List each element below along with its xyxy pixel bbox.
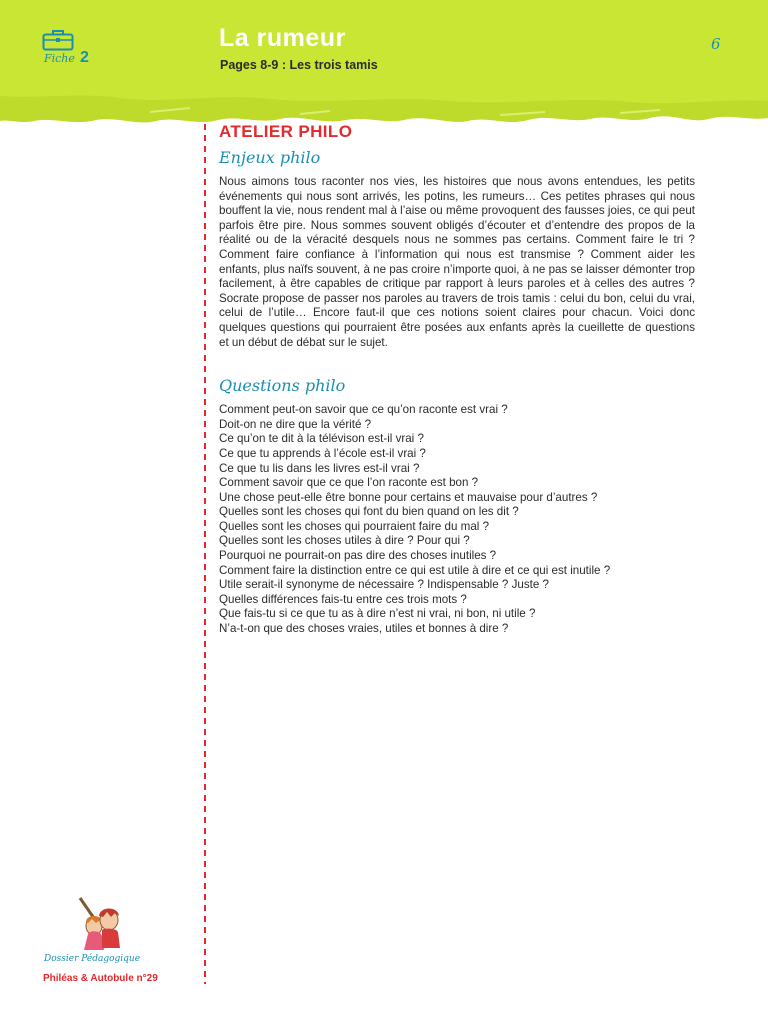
enjeux-paragraph: Nous aimons tous raconter nos vies, les histoires que nous avons entendues, les petits événements qui nous sont arrivés, les potins, les rumeurs… Ces petites phrases qui nous bouffent la vie, nous rendent mal à l’aise ou même provoquent des fausses joies, ce qui peut parfois être pire. Nous sommes souvent obligés d’écouter et d’entendre des propos de la réalité ou de la véracité desquels nous ne sommes pas certains. Comment faire le tri ? Comment faire confiance à l’information qui nous est transmise ? Comment aider les enfants, plus naïfs souvent, à ne pas croire n’importe quoi, à ne pas se laisser démonter trop facilement, à être capables de critique par rapport à leurs paroles et à celles des autres ? Socrate propose de passer nos paroles au travers de trois tamis : celui du bon, celui du vrai, celui de l’utile… Encore faut-il que ces notions soient claires pour chacun. Voici donc quelques questions qui pourraient être posées aux enfants après la cueillette de questions et un début de débat sur le sujet. [219,175,695,349]
question-item: Utile serait-il synonyme de nécessaire ? Indispensable ? Juste ? [219,578,549,592]
question-list [219,403,695,637]
enjeux-heading: Enjeux philo [219,148,321,167]
question-item: Quelles sont les choses qui font du bien quand on les dit ? [219,505,519,519]
question-item: Une chose peut-elle être bonne pour certains et mauvaise pour d’autres ? [219,490,598,504]
question-item: Comment faire la distinction entre ce qui est utile à dire et ce qui est inutile ? [219,563,611,577]
question-item: Ce qu’on te dit à la télévison est-il vrai ? [219,432,424,446]
question-item: Comment peut-on savoir que ce qu’on raconte est vrai ? [219,403,508,417]
footer-dossier-label: Dossier Pédagogique [44,954,141,964]
question-item: Que fais-tu si ce que tu as à dire n’est ni vrai, ni bon, ni utile ? [219,607,536,621]
question-item: Quelles sont les choses qui pourraient faire du mal ? [219,519,490,533]
children-characters-illustration [74,896,130,956]
questions-heading: Questions philo [219,376,346,396]
header-band [0,0,768,140]
question-item: Quelles sont les choses utiles à dire ? Pour qui ? [219,534,470,548]
question-item: N’a-t-on que des choses vraies, utiles et bonnes à dire ? [219,622,509,636]
fiche-label: Fiche [44,52,75,65]
question-item: Comment savoir que ce que l’on raconte est bon ? [219,476,479,490]
question-item: Pourquoi ne pourrait-on pas dire des choses inutiles ? [219,549,497,563]
section-label: ATELIER PHILO [219,122,353,141]
fiche-number: 2 [80,49,89,66]
question-item: Doit-on ne dire que la vérité ? [219,417,372,431]
footer-magazine-label: Philéas & Autobule n°29 [43,973,158,984]
question-item: Ce que tu lis dans les livres est-il vrai ? [219,461,420,475]
margin-stitch-line [203,124,207,984]
question-item: Ce que tu apprends à l’école est-il vrai ? [219,446,426,460]
page-subtitle: Pages 8-9 : Les trois tamis [220,58,378,72]
page-number: 6 [711,35,721,53]
main-content [219,122,695,637]
page-title: La rumeur [219,24,346,52]
question-item: Quelles différences fais-tu entre ces trois mots ? [219,592,467,606]
